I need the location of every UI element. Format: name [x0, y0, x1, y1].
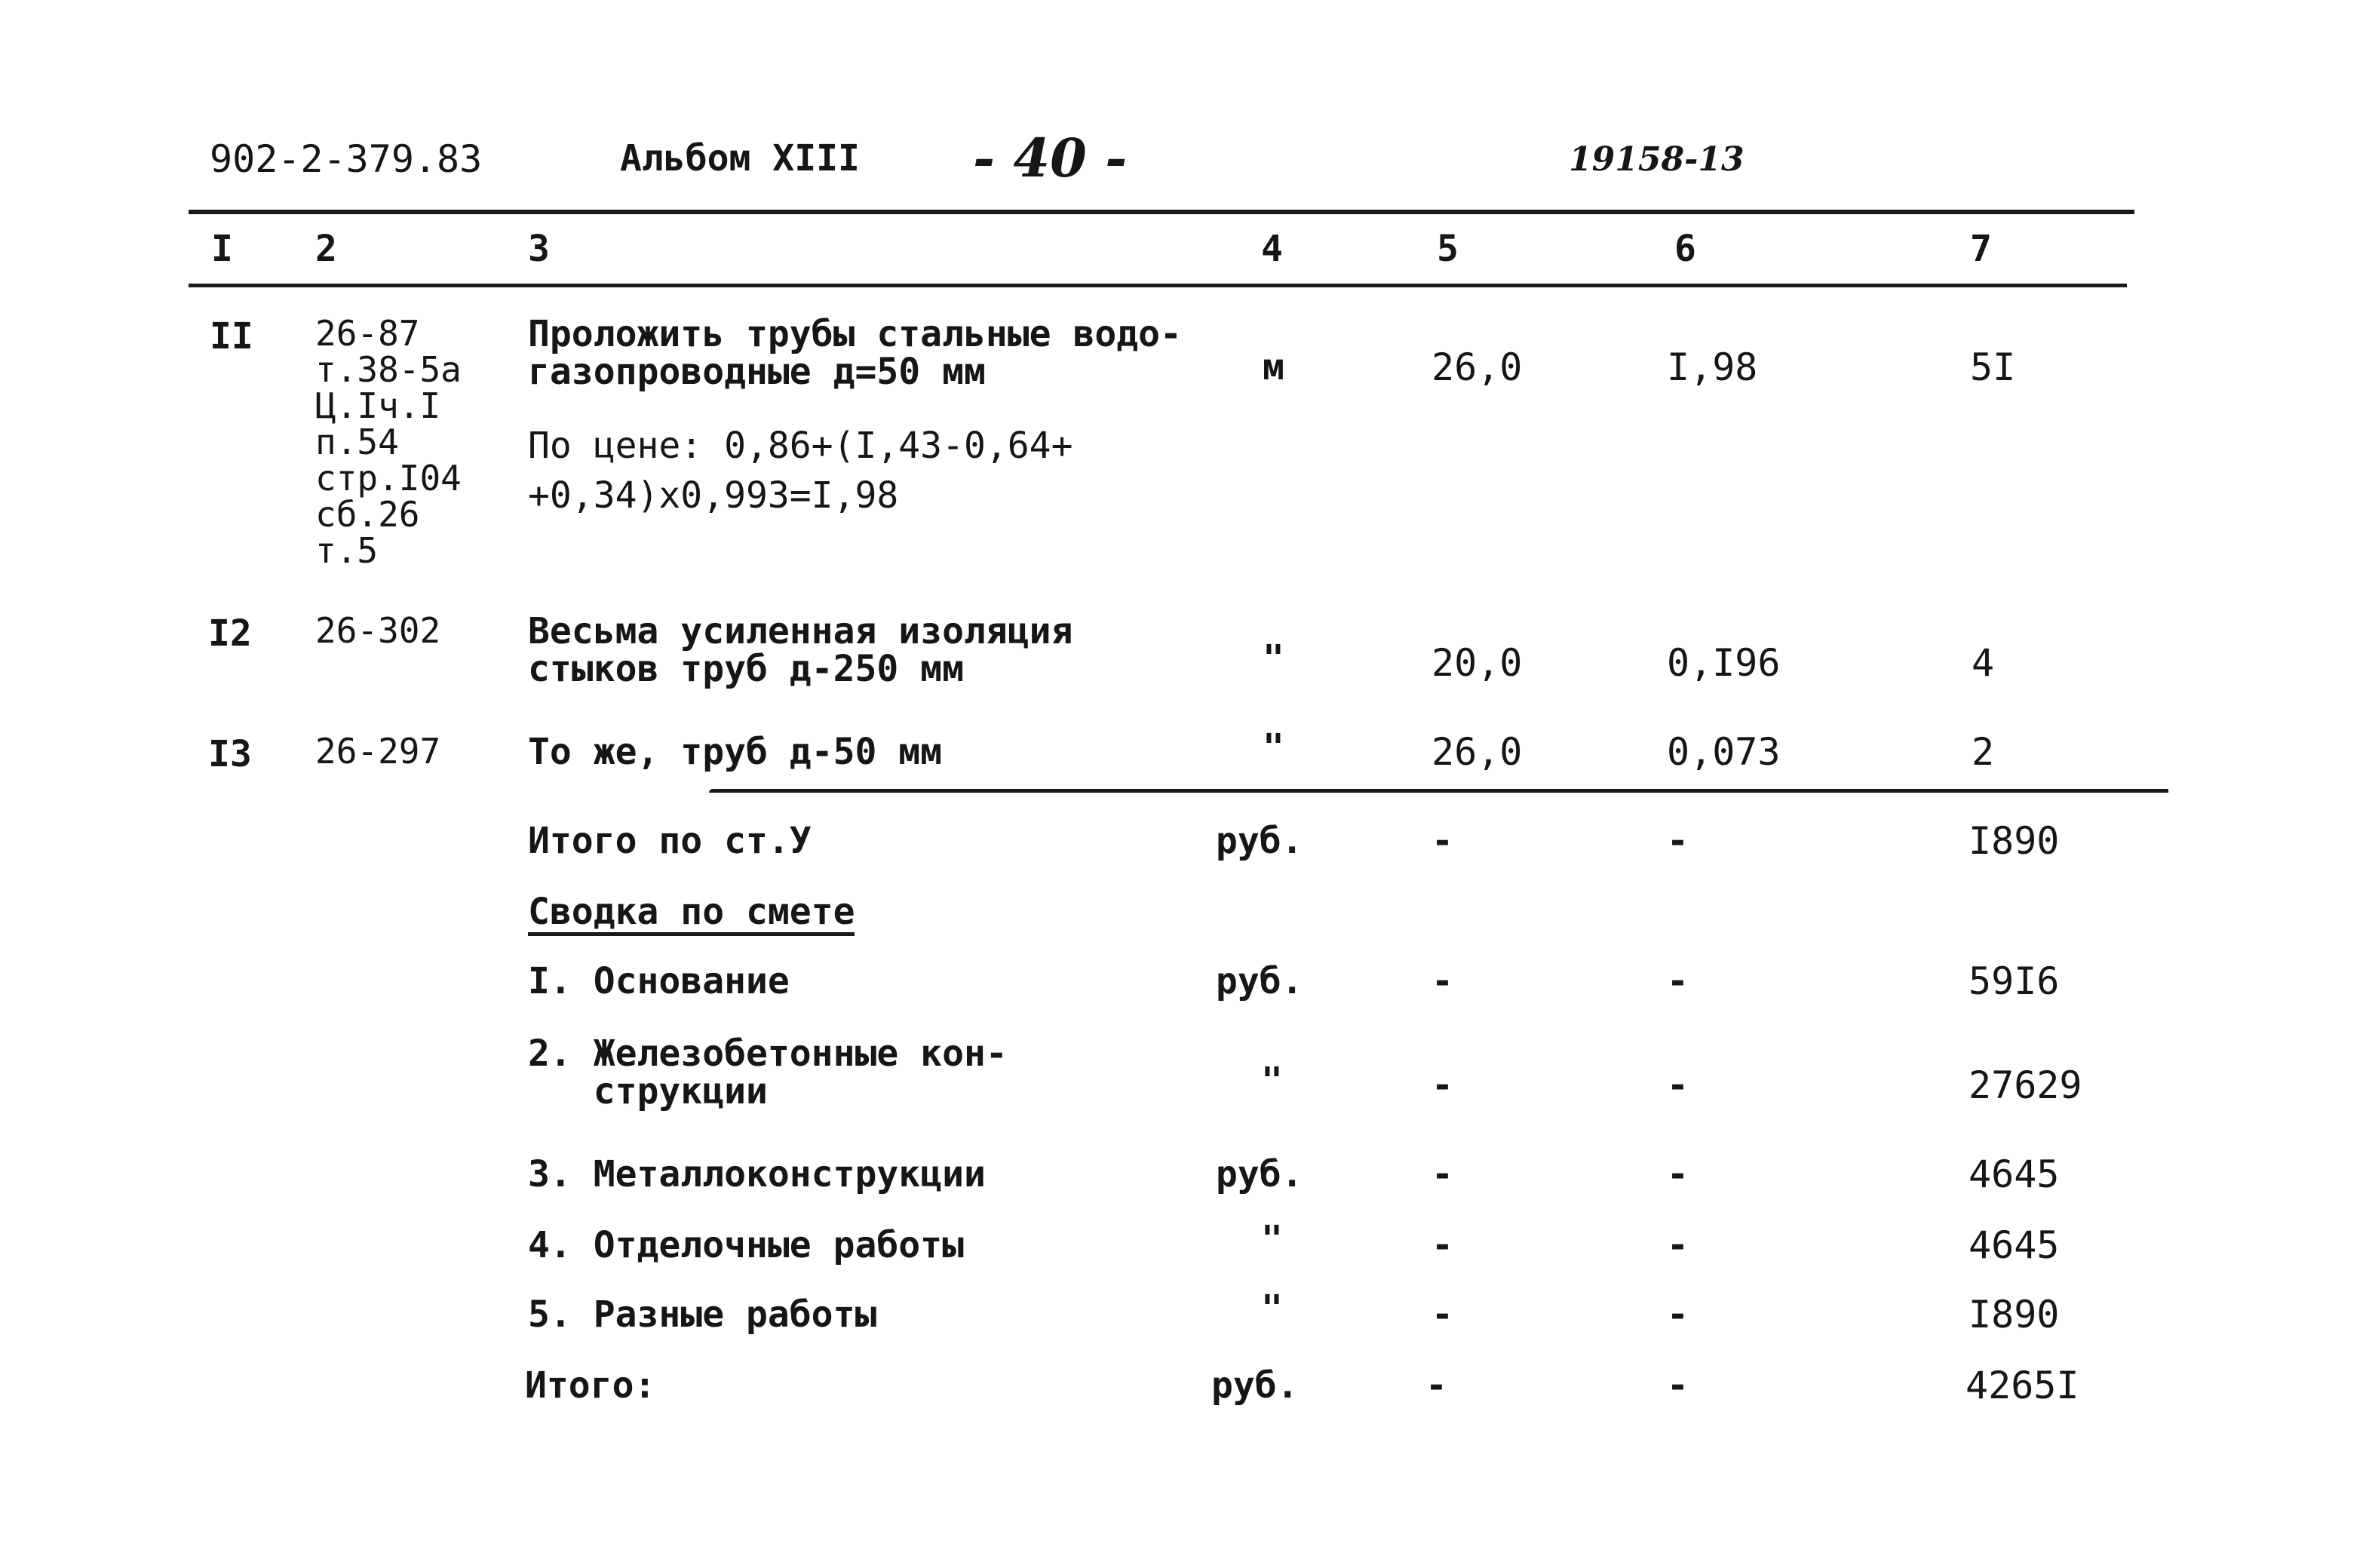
quantity: -: [1432, 1293, 1453, 1336]
document-code: 902-2-379.83: [210, 137, 483, 181]
unit-price: 0,I96: [1667, 641, 1781, 685]
summary-title: Сводка по смете: [528, 893, 855, 936]
summary-item: 3. Металлоконструкции: [528, 1153, 986, 1195]
row-number: I3: [208, 733, 252, 775]
unit-price: -: [1667, 960, 1689, 1002]
price-reference: 26-297: [315, 731, 441, 772]
album-label: Альбом XIII: [620, 137, 860, 180]
unit: ": [1261, 1218, 1283, 1260]
row-number: I2: [208, 612, 252, 655]
unit: ": [1263, 726, 1284, 769]
unit: м: [1263, 346, 1284, 388]
total-cost: 4645: [1969, 1223, 2060, 1267]
summary-item: 5. Разные работы: [528, 1293, 877, 1336]
top-rule: [189, 210, 2134, 214]
summary-item: I. Основание: [528, 960, 790, 1002]
quantity: 20,0: [1432, 641, 1523, 685]
column-header-1: I: [211, 228, 233, 270]
column-header-2: 2: [315, 228, 337, 270]
column-header-7: 7: [1970, 228, 1992, 270]
total-cost: I890: [1969, 1293, 2060, 1336]
total-cost: 27629: [1969, 1063, 2082, 1107]
total-cost: 4645: [1969, 1152, 2060, 1196]
total-cost: 5I: [1970, 345, 2016, 389]
summary-item: 4. Отделочные работы: [528, 1224, 964, 1266]
header-rule: [189, 284, 2127, 287]
quantity: -: [1432, 1064, 1453, 1106]
total-cost: 4265I: [1965, 1364, 2079, 1407]
unit-price: -: [1667, 1153, 1689, 1195]
grand-total-label: Итого:: [525, 1364, 656, 1407]
total-cost: 59I6: [1969, 959, 2060, 1003]
unit-price: -: [1667, 1293, 1689, 1336]
price-reference: 26-87 т.38-5а Ц.Iч.I п.54 стр.I04 сб.26 т.5: [315, 313, 462, 571]
summary-item: 2. Железобетонные кон- струкции: [528, 1033, 1008, 1112]
unit-price: I,98: [1667, 345, 1758, 389]
column-header-3: 3: [528, 228, 550, 270]
work-description: То же, труб д-50 мм: [528, 731, 943, 773]
unit-price: -: [1667, 1224, 1689, 1266]
page-number: - 40 -: [973, 127, 1128, 189]
total-cost: 4: [1972, 641, 1995, 685]
unit: ": [1261, 1060, 1283, 1102]
unit: руб.: [1211, 1364, 1299, 1407]
unit: ": [1263, 637, 1284, 680]
price-calculation: По цене: 0,86+(I,43-0,64+ +0,34)х0,993=I,98: [528, 425, 1073, 517]
quantity: -: [1432, 820, 1453, 862]
column-header-5: 5: [1437, 228, 1459, 270]
quantity: 26,0: [1432, 730, 1523, 774]
unit: руб.: [1216, 1153, 1303, 1195]
total-cost: 2: [1972, 730, 1995, 774]
quantity: -: [1425, 1364, 1447, 1407]
unit-price: -: [1667, 820, 1689, 862]
subtotal-label: Итого по ст.У: [528, 820, 812, 862]
column-header-6: 6: [1674, 228, 1696, 270]
unit-price: 0,073: [1667, 730, 1781, 774]
unit-price: -: [1667, 1364, 1689, 1407]
work-description: Весьма усиленная изоляция стыков труб д-250 мм: [528, 610, 1073, 690]
unit-price: -: [1667, 1064, 1689, 1106]
quantity: -: [1432, 1153, 1453, 1195]
quantity: -: [1432, 1224, 1453, 1266]
quantity: 26,0: [1432, 345, 1523, 389]
unit: руб.: [1216, 960, 1303, 1002]
column-header-4: 4: [1261, 228, 1283, 270]
total-cost: I890: [1969, 819, 2060, 863]
price-reference: 26-302: [315, 610, 441, 651]
registry-number: 19158-13: [1569, 140, 1745, 179]
unit: ": [1261, 1287, 1283, 1330]
subtotal-rule: [709, 789, 2168, 793]
work-description: Проложить трубы стальные водо- газопроводные д=50 мм: [528, 313, 1182, 393]
quantity: -: [1432, 960, 1453, 1002]
row-number: II: [210, 315, 253, 357]
unit: руб.: [1216, 820, 1303, 862]
